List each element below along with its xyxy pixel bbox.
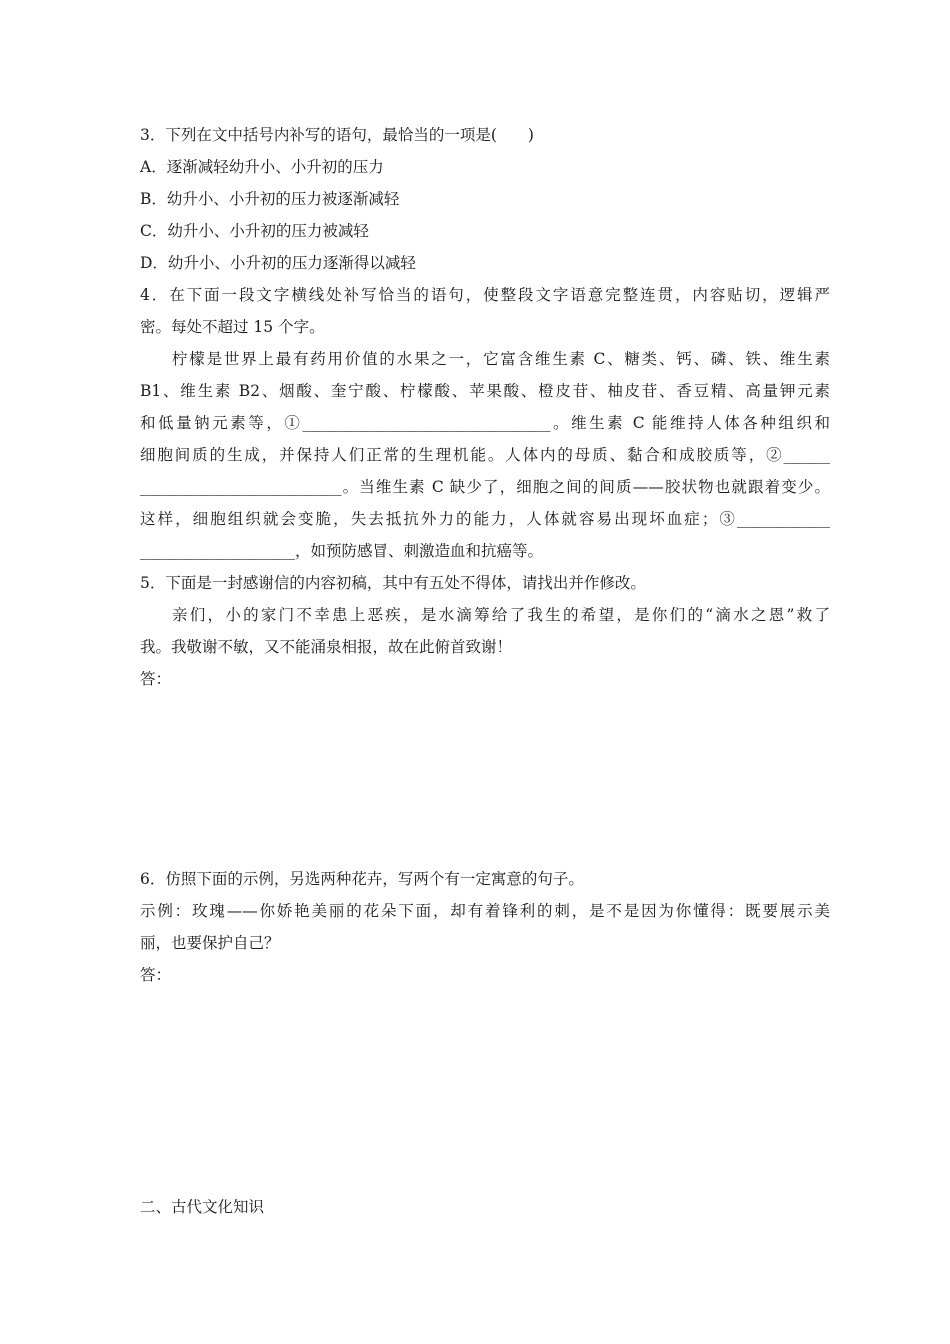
q3-option-b: B．幼升小、小升初的压力被逐渐减轻 [140, 190, 400, 208]
q4-stem-line: 4．在下面一段文字横线处补写恰当的语句，使整段文字语意完整连贯，内容贴切，逻辑严 [140, 286, 830, 304]
q6-example-line: 丽，也要保护自己？ [140, 934, 280, 952]
q4-passage-line: 细胞间质的生成，并保持人们正常的生理机能。人体内的母质、黏合和成胶质等，②______ [140, 446, 830, 464]
q6-example-line: 示例：玫瑰——你娇艳美丽的花朵下面，却有着锋利的刺，是不是因为你懂得：既要展示美 [140, 902, 830, 920]
q6-stem: 6．仿照下面的示例，另选两种花卉，写两个有一定寓意的句子。 [140, 870, 584, 888]
q4-stem-line: 密。每处不超过 15 个字。 [140, 318, 325, 336]
q6-answer-label: 答： [140, 966, 172, 984]
q4-passage-line: 这样，细胞组织就会变脆，失去抵抗外力的能力，人体就容易出现坏血症；③____________ [140, 510, 830, 528]
q3-option-a: A．逐渐减轻幼升小、小升初的压力 [140, 158, 384, 176]
section-heading: 二、古代文化知识 [140, 1198, 265, 1216]
q5-stem: 5．下面是一封感谢信的内容初稿，其中有五处不得体，请找出并作修改。 [140, 574, 646, 592]
q5-passage-line: 亲们，小的家门不幸患上恶疾，是水滴筹给了我生的希望，是你们的“滴水之恩”救了 [172, 606, 830, 624]
q3-option-d: D．幼升小、小升初的压力逐渐得以减轻 [140, 254, 416, 272]
q4-passage-line: 和低量钠元素等，①________________________________。维生素 C 能维持人体各种组织和 [140, 414, 830, 432]
q4-passage-line: B1、维生素 B2、烟酸、奎宁酸、柠檬酸、苹果酸、橙皮苷、柚皮苷、香豆精、高量钾元素 [140, 382, 830, 400]
q3-stem: 3．下列在文中括号内补写的语句，最恰当的一项是( ) [140, 126, 534, 144]
q5-answer-label: 答： [140, 670, 172, 688]
q4-passage-line: ____________________，如预防感冒、刺激造血和抗癌等。 [140, 542, 544, 560]
q4-passage-line: 柠檬是世界上最有药用价值的水果之一，它富含维生素 C、糖类、钙、磷、铁、维生素 [172, 350, 830, 368]
q3-option-c: C．幼升小、小升初的压力被减轻 [140, 222, 369, 240]
q4-passage-line: __________________________。当维生素 C 缺少了，细胞之间的间质——胶状物也就跟着变少。 [140, 478, 830, 496]
q5-passage-line: 我。我敬谢不敏，又不能涌泉相报，故在此俯首致谢！ [140, 638, 513, 656]
